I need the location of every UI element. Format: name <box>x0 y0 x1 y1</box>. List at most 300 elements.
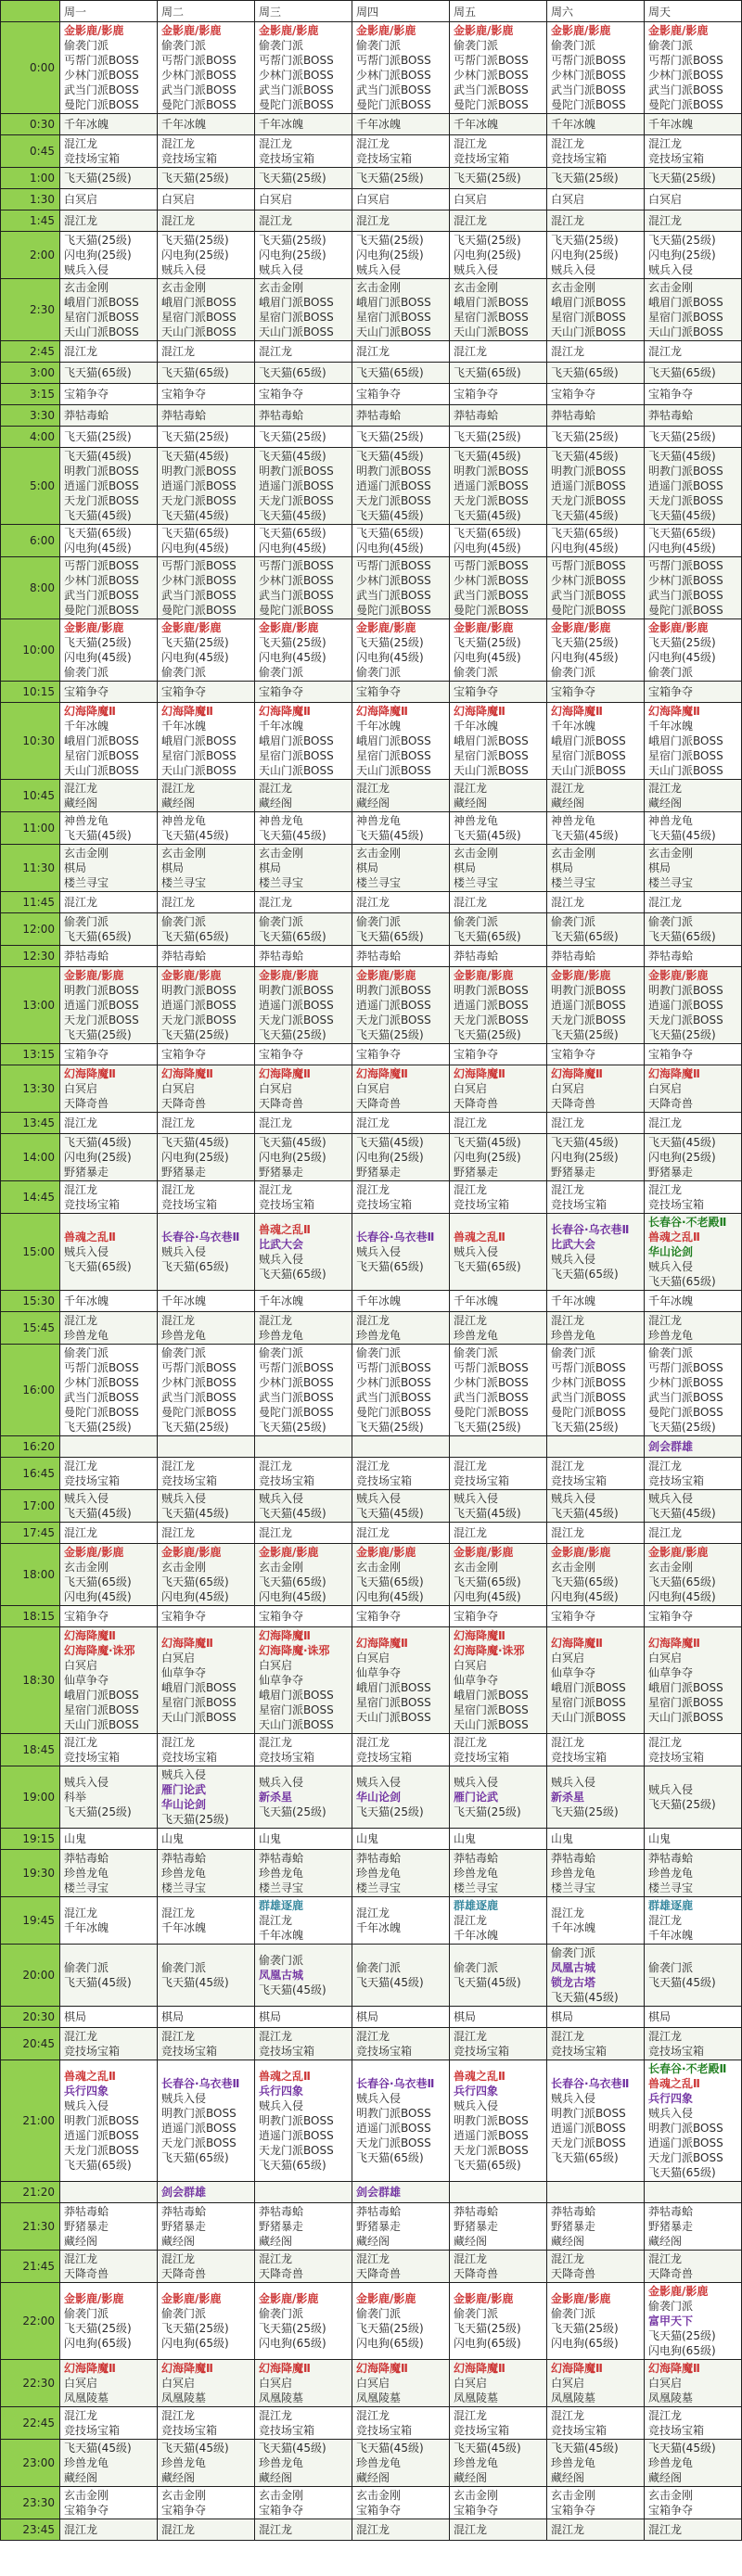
schedule-cell <box>158 2283 255 2360</box>
event-label: 闪电狗(45级) <box>454 651 521 664</box>
schedule-cell <box>547 1214 645 1291</box>
event-label: 莽牯毒蛤 <box>454 409 499 422</box>
event-label: 珍兽龙龟 <box>648 2456 694 2469</box>
event-label: 丐帮门派BOSS <box>64 54 139 67</box>
time-label: 5:00 <box>1 448 60 525</box>
event-label: 宝箱争夺 <box>64 2504 109 2517</box>
schedule-cell <box>255 812 352 845</box>
schedule-cell <box>547 2182 645 2203</box>
event-label: 群雄逐鹿 <box>648 1899 694 1912</box>
event-label: 玄击金刚 <box>551 1561 596 1574</box>
event-label: 混江龙 <box>259 214 293 227</box>
event-label: 逍遥门派BOSS <box>648 999 723 1012</box>
schedule-cell <box>255 2182 352 2203</box>
schedule-cell <box>547 1436 645 1458</box>
event-label: 混江龙 <box>356 1183 390 1196</box>
event-label: 飞天猫(45级) <box>356 2442 424 2455</box>
event-label: 飞天猫(45级) <box>648 1976 716 1989</box>
event-label: 竞技场宝箱 <box>64 1474 121 1487</box>
event-label: 混江龙 <box>551 2252 585 2265</box>
event-label: 贼兵入侵 <box>454 2099 499 2112</box>
event-label: 千年冰魄 <box>454 1294 499 1307</box>
event-label: 天降奇兽 <box>161 2267 207 2280</box>
event-label: 闪电狗(65级) <box>259 2337 326 2350</box>
time-label: 21:30 <box>1 2203 60 2251</box>
event-label: 飞天猫(45级) <box>64 2442 132 2455</box>
event-label: 峨眉门派BOSS <box>454 1689 529 1702</box>
schedule-cell <box>255 2251 352 2283</box>
event-label: 武当门派BOSS <box>454 589 529 602</box>
event-label: 金影鹿/影鹿 <box>551 621 611 634</box>
event-label: 棋局 <box>648 2010 672 2023</box>
schedule-row <box>1 1945 742 2007</box>
schedule-cell <box>60 2407 158 2440</box>
event-label: 长春谷·不老殿Ⅱ <box>648 1216 727 1229</box>
event-label: 白冥启 <box>648 2377 683 2390</box>
event-label: 闪电狗(25级) <box>454 1151 521 1164</box>
event-label: 少林门派BOSS <box>551 69 626 82</box>
schedule-cell <box>255 1766 352 1829</box>
event-label: 幻海降魔Ⅱ <box>356 2362 408 2375</box>
event-label: 竞技场宝箱 <box>259 1474 315 1487</box>
event-label: 天山门派BOSS <box>64 764 139 777</box>
event-label: 丐帮门派BOSS <box>356 54 431 67</box>
event-label: 飞天猫(45级) <box>259 829 326 842</box>
event-label: 天龙门派BOSS <box>259 2144 334 2157</box>
schedule-cell <box>547 703 645 780</box>
event-label: 贼兵入侵 <box>551 263 596 276</box>
schedule-cell <box>60 363 158 384</box>
event-label: 飞天猫(45级) <box>551 450 619 463</box>
schedule-cell <box>547 682 645 703</box>
schedule-cell <box>645 2283 742 2360</box>
event-label: 闪电狗(65级) <box>356 2337 424 2350</box>
event-label: 幻海降魔Ⅱ <box>648 1067 700 1080</box>
schedule-cell <box>645 1436 742 1458</box>
event-label: 金影鹿/影鹿 <box>64 621 124 634</box>
event-label: 天山门派BOSS <box>648 764 723 777</box>
event-label: 白冥启 <box>64 1082 98 1095</box>
event-label: 混江龙 <box>259 1116 293 1129</box>
event-label: 棋局 <box>161 861 185 874</box>
schedule-cell <box>60 2283 158 2360</box>
time-label: 13:45 <box>1 1113 60 1134</box>
event-label: 闪电狗(25级) <box>161 249 229 261</box>
schedule-cell <box>158 1113 255 1134</box>
schedule-cell <box>352 1312 450 1345</box>
event-label: 逍遥门派BOSS <box>356 2122 431 2135</box>
schedule-cell <box>450 946 547 967</box>
event-label: 飞天猫(45级) <box>454 829 521 842</box>
schedule-cell <box>158 1734 255 1766</box>
event-label: 武当门派BOSS <box>356 83 431 96</box>
event-label: 天龙门派BOSS <box>64 2144 139 2157</box>
schedule-cell <box>450 1113 547 1134</box>
event-label: 幻海降魔·诛邪 <box>259 1644 330 1657</box>
schedule-cell <box>450 405 547 427</box>
event-label: 飞天猫(25级) <box>648 2329 716 2342</box>
schedule-cell <box>450 1606 547 1627</box>
event-label: 兽魂之乱Ⅱ <box>454 2070 505 2083</box>
schedule-cell <box>255 2283 352 2360</box>
schedule-cell <box>60 1627 158 1734</box>
event-label: 玄击金刚 <box>356 847 402 860</box>
schedule-cell <box>60 2060 158 2182</box>
event-label: 千年冰魄 <box>551 1294 596 1307</box>
event-label: 玄击金刚 <box>259 847 304 860</box>
event-label: 剑会群雄 <box>161 2186 207 2199</box>
schedule-cell <box>547 405 645 427</box>
schedule-cell <box>450 1065 547 1113</box>
event-label: 贼兵入侵 <box>551 1492 596 1505</box>
event-label: 天山门派BOSS <box>551 325 626 338</box>
event-label: 仙草争夺 <box>161 1666 207 1679</box>
event-label: 莽牯毒蛤 <box>259 2205 304 2218</box>
event-label: 莽牯毒蛤 <box>259 1852 304 1865</box>
event-label: 幻海降魔Ⅱ <box>551 1067 603 1080</box>
event-label: 宝箱争夺 <box>259 1048 304 1061</box>
event-label: 飞天猫(65级) <box>259 1268 326 1281</box>
event-label: 峨眉门派BOSS <box>648 734 723 747</box>
event-label: 闪电狗(25级) <box>551 249 619 261</box>
event-label: 玄击金刚 <box>64 2489 109 2502</box>
event-label: 贼兵入侵 <box>259 1492 304 1505</box>
time-label: 1:00 <box>1 168 60 189</box>
event-label: 比武大会 <box>551 1238 596 1251</box>
schedule-row <box>1 210 742 232</box>
schedule-cell <box>645 2440 742 2487</box>
event-label: 飞天猫(65级) <box>551 1268 619 1281</box>
event-label: 棋局 <box>454 2010 477 2023</box>
schedule-cell <box>158 2028 255 2060</box>
event-label: 飞天猫(65级) <box>161 930 229 943</box>
schedule-cell <box>255 1113 352 1134</box>
event-label: 棋局 <box>259 2010 282 2023</box>
event-label: 闪电狗(65级) <box>551 2337 619 2350</box>
event-label: 竞技场宝箱 <box>356 1751 413 1764</box>
event-label: 飞天猫(25级) <box>454 2322 521 2335</box>
schedule-cell <box>547 1850 645 1897</box>
schedule-cell <box>255 405 352 427</box>
schedule-cell <box>255 1945 352 2007</box>
schedule-cell <box>158 363 255 384</box>
event-label: 幻海降魔Ⅱ <box>356 705 408 718</box>
event-label: 宝箱争夺 <box>454 2504 499 2517</box>
schedule-cell <box>158 1897 255 1945</box>
schedule-cell <box>450 2060 547 2182</box>
event-label: 混江龙 <box>454 1526 488 1539</box>
event-label: 竞技场宝箱 <box>259 2424 315 2437</box>
event-label: 宝箱争夺 <box>356 685 402 698</box>
schedule-cell <box>60 279 158 341</box>
event-label: 混江龙 <box>648 2409 683 2422</box>
event-label: 珍兽龙龟 <box>551 1329 596 1342</box>
schedule-cell <box>352 189 450 210</box>
schedule-row <box>1 1291 742 1312</box>
event-label: 金影鹿/影鹿 <box>161 1546 222 1559</box>
event-label: 飞天猫(25级) <box>648 1028 716 1041</box>
event-label: 千年冰魄 <box>259 118 304 131</box>
event-label: 宝箱争夺 <box>454 685 499 698</box>
event-label: 白冥启 <box>64 193 98 206</box>
event-label: 少林门派BOSS <box>648 1376 723 1389</box>
event-label: 天山门派BOSS <box>648 325 723 338</box>
event-label: 贼兵入侵 <box>64 1245 109 1258</box>
schedule-cell <box>547 1113 645 1134</box>
event-label: 珍兽龙龟 <box>161 1867 207 1880</box>
event-label: 富甲天下 <box>648 2315 694 2327</box>
schedule-cell <box>645 189 742 210</box>
event-label: 武当门派BOSS <box>64 1391 139 1404</box>
event-label: 飞天猫(45级) <box>259 509 326 522</box>
schedule-cell <box>158 1065 255 1113</box>
event-label: 天龙门派BOSS <box>161 2136 237 2149</box>
schedule-cell <box>645 1627 742 1734</box>
schedule-cell <box>352 279 450 341</box>
event-label: 闪电狗(65级) <box>64 2337 132 2350</box>
event-label: 竞技场宝箱 <box>454 2045 510 2058</box>
event-label: 星宿门派BOSS <box>161 311 237 324</box>
event-label: 武当门派BOSS <box>454 83 529 96</box>
schedule-cell <box>547 2407 645 2440</box>
schedule-cell <box>158 2487 255 2519</box>
event-label: 天龙门派BOSS <box>161 494 237 507</box>
event-label: 混江龙 <box>161 2030 196 2043</box>
schedule-cell <box>547 232 645 279</box>
schedule-row <box>1 682 742 703</box>
event-label: 幻海降魔Ⅱ <box>259 1067 311 1080</box>
event-label: 长春谷·乌衣巷Ⅱ <box>161 1231 240 1243</box>
schedule-cell <box>645 1065 742 1113</box>
event-label: 少林门派BOSS <box>64 69 139 82</box>
event-label: 明教门派BOSS <box>64 2114 139 2127</box>
event-label: 长春谷·乌衣巷Ⅱ <box>161 2077 240 2090</box>
schedule-cell <box>547 2360 645 2407</box>
schedule-cell <box>255 892 352 913</box>
event-label: 贼兵入侵 <box>259 1776 304 1789</box>
event-label: 飞天猫(65级) <box>648 366 716 379</box>
event-label: 宝箱争夺 <box>161 1048 207 1061</box>
event-label: 闪电狗(65级) <box>648 2344 716 2357</box>
schedule-cell <box>60 913 158 946</box>
event-label: 混江龙 <box>259 1183 293 1196</box>
event-label: 宝箱争夺 <box>356 1610 402 1623</box>
event-label: 金影鹿/影鹿 <box>259 1546 319 1559</box>
schedule-cell <box>352 1458 450 1490</box>
event-label: 飞天猫(25级) <box>259 636 326 649</box>
time-label: 22:30 <box>1 2360 60 2407</box>
schedule-cell <box>352 892 450 913</box>
schedule-cell <box>255 525 352 557</box>
event-label: 飞天猫(65级) <box>161 1260 229 1273</box>
event-label: 兽魂之乱Ⅱ <box>648 2077 700 2090</box>
time-label: 21:20 <box>1 2182 60 2203</box>
schedule-row <box>1 1523 742 1544</box>
event-label: 混江龙 <box>259 896 293 909</box>
event-label: 曼陀门派BOSS <box>454 1406 529 1419</box>
event-label: 闪电狗(45级) <box>259 542 326 555</box>
schedule-cell <box>547 780 645 812</box>
event-label: 贼兵入侵 <box>356 1776 402 1789</box>
schedule-cell <box>450 2440 547 2487</box>
event-label: 宝箱争夺 <box>356 2504 402 2517</box>
event-label: 金影鹿/影鹿 <box>356 621 416 634</box>
event-label: 混江龙 <box>356 2409 390 2422</box>
event-label: 珍兽龙龟 <box>161 2456 207 2469</box>
event-label: 贼兵入侵 <box>454 1245 499 1258</box>
schedule-cell <box>352 2283 450 2360</box>
schedule-cell <box>547 1345 645 1436</box>
schedule-cell <box>255 1134 352 1181</box>
schedule-cell <box>60 384 158 405</box>
event-label: 竞技场宝箱 <box>259 152 315 165</box>
schedule-row <box>1 405 742 427</box>
event-label: 幻海降魔·诛邪 <box>454 1644 525 1657</box>
schedule-cell <box>255 2060 352 2182</box>
time-label: 10:30 <box>1 703 60 780</box>
schedule-cell <box>645 1734 742 1766</box>
schedule-cell <box>645 1850 742 1897</box>
event-label: 野猪暴走 <box>551 1166 596 1179</box>
event-label: 珍兽龙龟 <box>64 1329 109 1342</box>
event-label: 混江龙 <box>356 1736 390 1749</box>
event-label: 飞天猫(65级) <box>454 1575 521 1588</box>
event-label: 少林门派BOSS <box>454 1376 529 1389</box>
schedule-row <box>1 2203 742 2251</box>
schedule-cell <box>547 946 645 967</box>
schedule-cell <box>352 2203 450 2251</box>
event-label: 宝箱争夺 <box>551 2504 596 2517</box>
schedule-cell <box>547 448 645 525</box>
event-label: 明教门派BOSS <box>356 2107 431 2120</box>
event-label: 野猪暴走 <box>454 2220 499 2233</box>
event-label: 玄击金刚 <box>64 281 109 294</box>
schedule-cell <box>60 2007 158 2028</box>
schedule-cell <box>352 703 450 780</box>
event-label: 偷袭门派 <box>648 915 694 928</box>
event-label: 混江龙 <box>648 1183 683 1196</box>
event-label: 锁龙古塔 <box>551 1976 596 1989</box>
event-label: 逍遥门派BOSS <box>356 479 431 492</box>
event-label: 飞天猫(25级) <box>161 172 229 185</box>
event-label: 混江龙 <box>64 2252 98 2265</box>
event-label: 宝箱争夺 <box>64 685 109 698</box>
event-label: 莽牯毒蛤 <box>259 409 304 422</box>
schedule-cell <box>450 557 547 619</box>
event-label: 贼兵入侵 <box>64 1776 109 1789</box>
event-label: 峨眉门派BOSS <box>161 1681 237 1694</box>
schedule-cell <box>450 1436 547 1458</box>
event-label: 混江龙 <box>161 1460 196 1473</box>
event-label: 天龙门派BOSS <box>551 2136 626 2149</box>
schedule-row <box>1 2407 742 2440</box>
event-label: 混江龙 <box>454 137 488 150</box>
event-label: 混江龙 <box>454 782 488 795</box>
schedule-cell <box>645 1181 742 1214</box>
event-label: 金影鹿/影鹿 <box>356 969 416 982</box>
schedule-cell <box>60 780 158 812</box>
event-label: 混江龙 <box>551 2523 585 2536</box>
event-label: 明教门派BOSS <box>454 2114 529 2127</box>
event-label: 神兽龙龟 <box>64 814 109 827</box>
event-label: 飞天猫(25级) <box>454 1421 521 1434</box>
event-label: 飞天猫(25级) <box>356 430 424 443</box>
schedule-cell <box>158 1312 255 1345</box>
event-label: 竞技场宝箱 <box>259 1751 315 1764</box>
event-label: 金影鹿/影鹿 <box>454 24 514 37</box>
schedule-cell <box>645 168 742 189</box>
event-label: 飞天猫(65级) <box>161 1575 229 1588</box>
event-label: 闪电狗(45级) <box>551 542 619 555</box>
event-label: 飞天猫(25级) <box>356 234 424 247</box>
event-label: 宝箱争夺 <box>161 685 207 698</box>
event-label: 竞技场宝箱 <box>454 1751 510 1764</box>
event-label: 飞天猫(45级) <box>551 2442 619 2455</box>
event-label: 混江龙 <box>161 1314 196 1327</box>
event-label: 贼兵入侵 <box>161 2092 207 2105</box>
event-label: 天龙门派BOSS <box>64 1014 139 1027</box>
event-label: 闪电狗(45级) <box>259 651 326 664</box>
event-label: 混江龙 <box>64 2409 98 2422</box>
schedule-row <box>1 1345 742 1436</box>
event-label: 飞天猫(45级) <box>648 1507 716 1520</box>
schedule-cell <box>255 703 352 780</box>
schedule-cell <box>547 1523 645 1544</box>
schedule-row <box>1 1134 742 1181</box>
event-label: 混江龙 <box>64 1736 98 1749</box>
event-label: 贼兵入侵 <box>64 1492 109 1505</box>
event-label: 星宿门派BOSS <box>454 311 529 324</box>
schedule-cell <box>60 1897 158 1945</box>
event-label: 野猪暴走 <box>161 1166 207 1179</box>
event-label: 飞天猫(25级) <box>259 172 326 185</box>
schedule-cell <box>255 1436 352 1458</box>
event-label: 楼兰寻宝 <box>64 1881 109 1894</box>
event-label: 玄击金刚 <box>648 281 694 294</box>
schedule-cell <box>547 2283 645 2360</box>
schedule-cell <box>352 2251 450 2283</box>
event-label: 天山门派BOSS <box>161 764 237 777</box>
event-label: 宝箱争夺 <box>551 1610 596 1623</box>
event-label: 飞天猫(25级) <box>356 172 424 185</box>
event-label: 竞技场宝箱 <box>259 1198 315 1211</box>
schedule-cell <box>255 1523 352 1544</box>
event-label: 宝箱争夺 <box>648 685 694 698</box>
event-label: 玄击金刚 <box>356 1561 402 1574</box>
schedule-cell <box>60 1766 158 1829</box>
schedule-cell <box>352 427 450 448</box>
event-label: 混江龙 <box>551 345 585 358</box>
event-label: 丐帮门派BOSS <box>259 1361 334 1374</box>
event-label: 珍兽龙龟 <box>454 2456 499 2469</box>
event-label: 武当门派BOSS <box>161 83 237 96</box>
event-label: 雁门论武 <box>161 1783 207 1796</box>
schedule-cell <box>255 1829 352 1850</box>
event-label: 飞天猫(65级) <box>64 930 132 943</box>
event-label: 仙草争夺 <box>356 1666 402 1679</box>
event-label: 玄击金刚 <box>648 1561 694 1574</box>
event-label: 逍遥门派BOSS <box>454 479 529 492</box>
event-label: 逍遥门派BOSS <box>356 999 431 1012</box>
event-label: 天龙门派BOSS <box>356 494 431 507</box>
schedule-cell <box>645 114 742 135</box>
event-label: 混江龙 <box>356 137 390 150</box>
time-label: 13:00 <box>1 967 60 1044</box>
event-label: 混江龙 <box>551 2409 585 2422</box>
event-label: 玄击金刚 <box>356 281 402 294</box>
schedule-cell <box>645 384 742 405</box>
schedule-cell <box>645 1044 742 1065</box>
